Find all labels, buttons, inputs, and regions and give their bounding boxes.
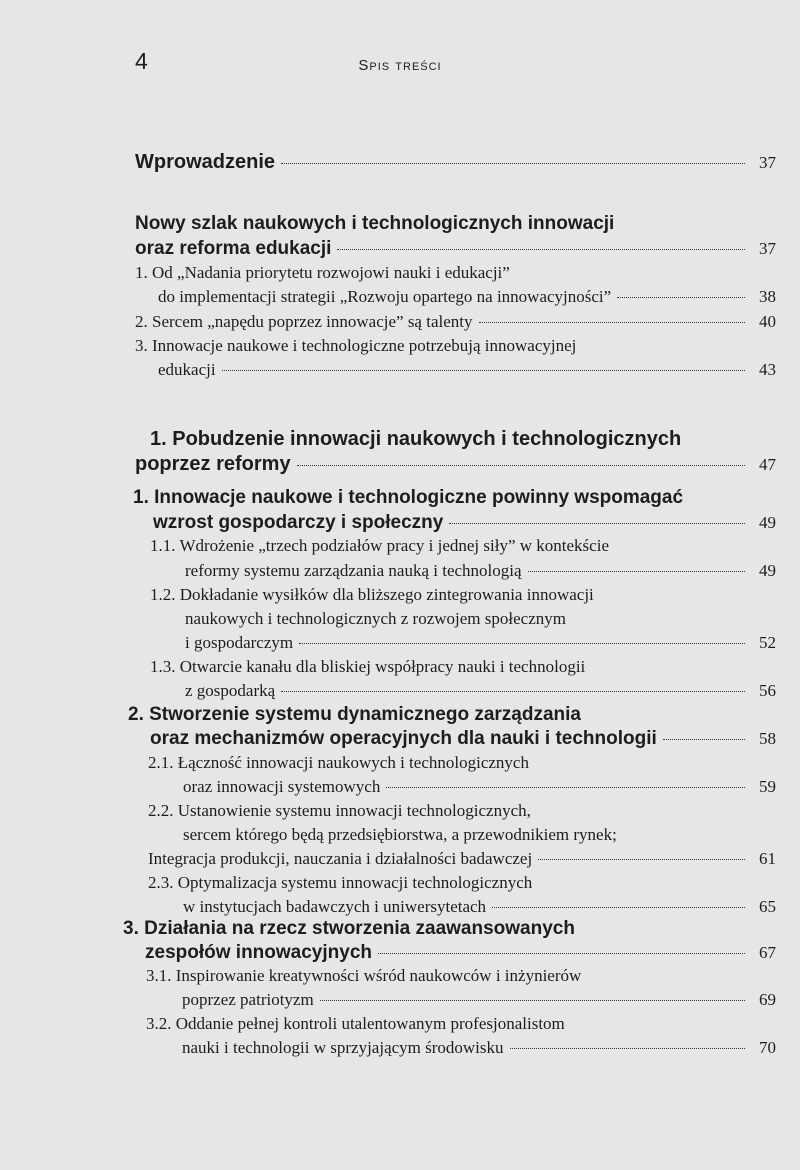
toc-entry-title: 3. Innowacje naukowe i technologiczne potrzebują innowacyjnej	[135, 336, 577, 355]
subsection-title: w instytucjach badawczych i uniwersytetach	[183, 897, 487, 916]
toc-entry-section-1[interactable]	[153, 512, 776, 536]
toc-page-number: 40	[759, 312, 776, 331]
toc-entry-chapter-1[interactable]	[135, 453, 776, 477]
toc-page-number: 70	[759, 1038, 776, 1057]
subsection-title: nauki i technologii w sprzyjającym środowisku	[182, 1038, 504, 1057]
toc-entry-section-2-2[interactable]	[148, 849, 776, 873]
page-number: 4	[135, 48, 148, 74]
toc-page-number: 43	[759, 360, 776, 379]
toc-entry-title: edukacji	[158, 360, 216, 379]
toc-page-number: 37	[759, 239, 776, 258]
toc-entry-priority-to-strategy[interactable]	[158, 287, 776, 311]
subsection-title: poprzez patriotyzm	[182, 990, 314, 1009]
subsection-title: Integracja produkcji, nauczania i działalności badawczej	[148, 849, 533, 868]
subsection-title: naukowych i technologicznych z rozwojem społecznym	[185, 609, 566, 628]
toc-page-number: 49	[759, 561, 776, 580]
toc-page-number: 56	[759, 681, 776, 700]
dot-leader	[510, 1048, 745, 1049]
toc-entry-title: Nowy szlak naukowych i technologicznych innowacji	[135, 213, 615, 234]
toc-page-number: 47	[759, 455, 776, 474]
toc-page-number: 59	[759, 777, 776, 796]
subsection-title: 1.2. Dokładanie wysiłków dla bliższego zintegrowania innowacji	[150, 585, 594, 604]
dot-leader	[663, 739, 745, 740]
toc-entry-introduction[interactable]	[135, 151, 776, 175]
toc-entry-title: oraz reforma edukacji	[135, 238, 332, 259]
toc-page-number: 58	[759, 729, 776, 748]
dot-leader	[222, 370, 745, 371]
toc-page-number: 52	[759, 633, 776, 652]
subsection-title: reformy systemu zarządzania nauką i technologią	[185, 561, 522, 580]
subsection-title: 2.2. Ustanowienie systemu innowacji technologicznych,	[148, 801, 531, 820]
toc-entry-title: 2. Sercem „napędu poprzez innowacje” są talenty	[135, 312, 473, 331]
toc-entry-title: 1. Od „Nadania priorytetu rozwojowi nauki i edukacji”	[135, 263, 510, 282]
section-title: 1. Innowacje naukowe i technologiczne powinny wspomagać	[133, 487, 684, 508]
toc-page-number: 69	[759, 990, 776, 1009]
dot-leader	[538, 859, 745, 860]
dot-leader	[320, 1000, 745, 1001]
subsection-title: 2.1. Łączność innowacji naukowych i technologicznych	[148, 753, 529, 772]
toc-entry-title: Wprowadzenie	[135, 151, 276, 173]
dot-leader	[492, 907, 745, 908]
toc-entry-section-2[interactable]	[150, 728, 776, 752]
toc-entry-title: do implementacji strategii „Rozwoju opartego na innowacyjności”	[158, 287, 612, 306]
dot-leader	[281, 163, 745, 164]
toc-page-number: 67	[759, 943, 776, 962]
section-title: zespołów innowacyjnych	[145, 942, 372, 963]
toc-entry-innovative-education[interactable]	[158, 360, 776, 384]
dot-leader	[479, 322, 746, 323]
subsection-title: 2.3. Optymalizacja systemu innowacji technologicznych	[148, 873, 533, 892]
chapter-title: 1. Pobudzenie innowacji naukowych i technologicznych	[150, 428, 682, 450]
toc-entry-section-2-1[interactable]	[183, 777, 776, 801]
dot-leader	[337, 249, 745, 250]
toc-entry-section-3-1[interactable]	[182, 990, 776, 1014]
dot-leader	[617, 297, 745, 298]
toc-entry-section-1-1[interactable]	[185, 561, 776, 585]
dot-leader	[386, 787, 745, 788]
dot-leader	[449, 523, 745, 524]
dot-leader	[297, 465, 745, 466]
toc-page-number: 38	[759, 287, 776, 306]
subsection-title: oraz innowacji systemowych	[183, 777, 381, 796]
section-title: oraz mechanizmów operacyjnych dla nauki i technologii	[150, 728, 657, 749]
subsection-title: sercem którego będą przedsiębiorstwa, a przewodnikiem rynek;	[183, 825, 617, 844]
subsection-title: z gospodarką	[185, 681, 276, 700]
subsection-title: 3.1. Inspirowanie kreatywności wśród naukowców i inżynierów	[146, 966, 582, 985]
toc-page-number: 37	[759, 153, 776, 172]
toc-entry-section-1-3[interactable]	[185, 681, 776, 705]
subsection-title: 1.1. Wdrożenie „trzech podziałów pracy i jednej siły” w kontekście	[150, 536, 609, 555]
section-title: 2. Stworzenie systemu dynamicznego zarządzania	[128, 704, 581, 725]
dot-leader	[528, 571, 745, 572]
toc-entry-new-path[interactable]	[135, 238, 776, 262]
chapter-title: poprzez reformy	[135, 453, 291, 475]
running-title: Spis treści	[358, 57, 442, 74]
toc-page-number: 49	[759, 513, 776, 532]
dot-leader	[281, 691, 745, 692]
toc-page-number: 61	[759, 849, 776, 868]
subsection-title: 3.2. Oddanie pełnej kontroli utalentowanym profesjonalistom	[146, 1014, 565, 1033]
subsection-title: 1.3. Otwarcie kanału dla bliskiej współpracy nauki i technologii	[150, 657, 586, 676]
section-title: 3. Działania na rzecz stworzenia zaawansowanych	[123, 918, 575, 939]
dot-leader	[299, 643, 745, 644]
toc-entry-section-1-2[interactable]	[185, 633, 776, 657]
toc-entry-section-3[interactable]	[145, 942, 776, 966]
toc-entry-talents[interactable]	[135, 312, 776, 336]
toc-page-number: 65	[759, 897, 776, 916]
dot-leader	[378, 953, 745, 954]
subsection-title: i gospodarczym	[185, 633, 294, 652]
section-title: wzrost gospodarczy i społeczny	[153, 512, 444, 533]
toc-entry-section-3-2[interactable]	[182, 1038, 776, 1062]
